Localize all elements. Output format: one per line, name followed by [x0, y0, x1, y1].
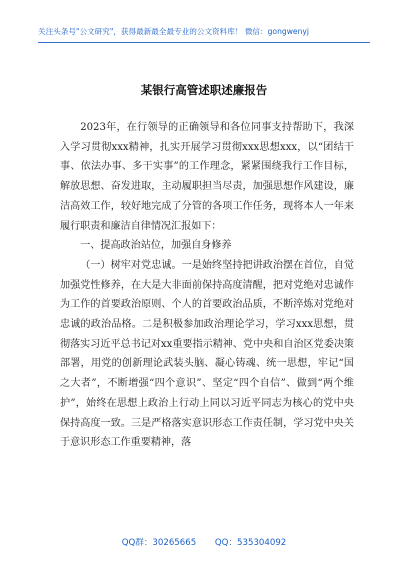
header-note: 关注头条号"公文研究"，获得最新最全最专业的公文资料库！ 微信：gongwenyj [38, 22, 370, 43]
footer-qq: QQ：535304092 [214, 538, 287, 548]
section-heading: 一、提高政治站位，加强自身修养 [80, 240, 232, 252]
footer-qq-group: QQ群：30265665 [121, 538, 197, 548]
paragraph-intro: 2023年，在行领导的正确领导和各位同事支持帮助下，我深入学习贯彻xxx精神，扎实开展学习贯彻xxx思想xxx，以“团结干事、依法办事、多干实事”的工作理念，紧紧围绕我行工作目标，解放思想、奋发进取，主动履职担当尽责，加强思想作风建设，廉洁高效工作，较好地完成了分管的各项工作任务，现将本人一年来履行职责和廉洁自律情况汇报如下： [60, 122, 354, 232]
paragraph-loyalty: （一）树牢对党忠诚。一是始终坚持把讲政治摆在首位，自觉加强党性修养，在大是大非面前保持高度清醒，把对党绝对忠诚作为工作的首要政治原则、个人的首要政治品质，不断淬炼对党绝对忠诚的政治品格。二是积极参加政治理论学习，学习xxx思想，贯彻落实习近平总书记对xx重要指示精神、党中央和自治区党委决策部署，用党的创新理论武装头脑、凝心铸魂、统一思想，牢记“国之大者”，不断增强“四个意识”、坚定“四个自信”、做到“两个维护”，始终在思想上政治上行动上同以习近平同志为核心的党中央保持高度一致。三是严格落实意识形态工作责任制，学习党中央关于意识形态工作重要精神，落 [60, 259, 355, 449]
document-title: 某银行高管述职述廉报告 [140, 83, 268, 97]
footer-contact [0, 536, 408, 548]
document-body [60, 118, 354, 453]
